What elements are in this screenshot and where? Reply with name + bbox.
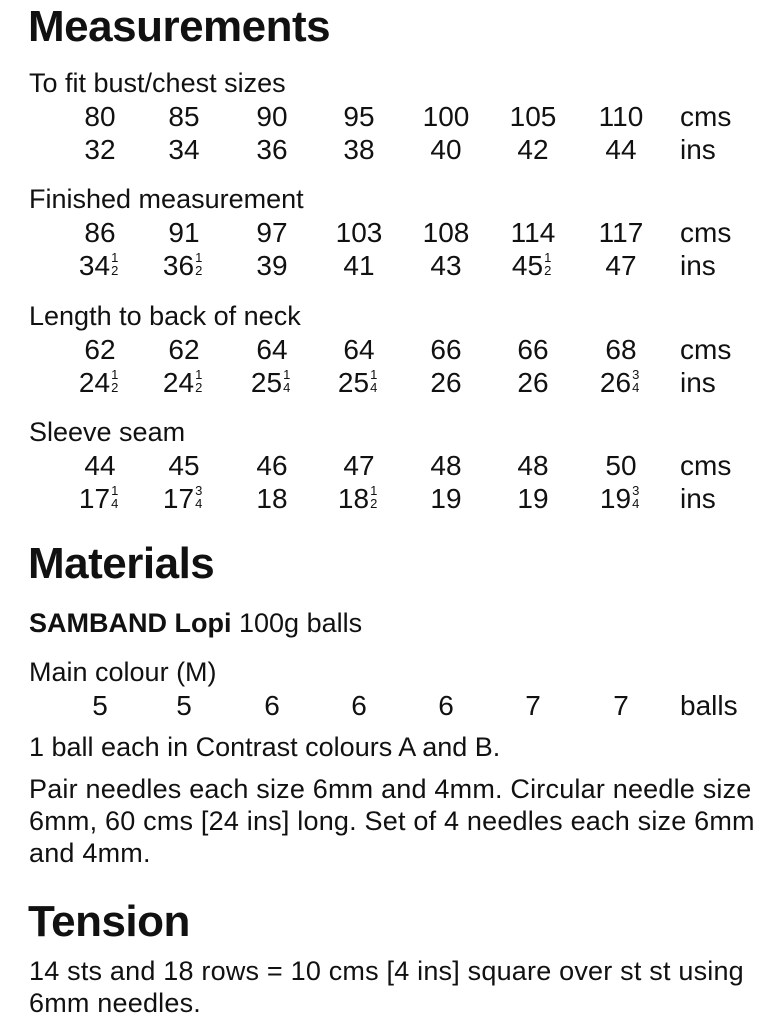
fraction-glyph: 1 2 (195, 367, 203, 395)
unit-label: cms (680, 450, 732, 481)
size-value: 47 (343, 450, 375, 481)
size-value: 39 (256, 250, 288, 281)
size-value: 108 (422, 217, 470, 248)
size-value: 7 (525, 690, 541, 721)
size-value: 34 (168, 134, 200, 165)
fraction-glyph: 1 2 (370, 483, 378, 511)
size-value: 110 (598, 101, 644, 132)
size-value: 48 (430, 450, 462, 481)
group-label: Finished measurement (29, 184, 304, 214)
main-colour-label: Main colour (M) (29, 657, 217, 687)
size-value: 5 (176, 690, 192, 721)
contrast-colours: 1 ball each in Contrast colours A and B. (29, 732, 501, 762)
materials-heading: Materials (28, 539, 215, 588)
size-value: 117 (598, 217, 644, 248)
size-value: 95 (343, 101, 375, 132)
group-label: To fit bust/chest sizes (29, 68, 286, 98)
unit-label: cms (680, 334, 732, 365)
size-value: 25 1 4 (314, 366, 404, 400)
size-value: 26 (517, 367, 549, 398)
tension-text: 14 sts and 18 rows = 10 cms [4 ins] square over st st using 6mm needles. (29, 956, 744, 1018)
fraction-glyph: 1 4 (111, 483, 119, 511)
size-row (0, 449, 769, 483)
measurements-heading: Measurements (28, 2, 331, 51)
size-value: 17 3 4 (139, 482, 229, 516)
size-value: 105 (509, 101, 557, 132)
size-value: 103 (335, 217, 383, 248)
size-value: 64 (343, 334, 375, 365)
size-value: 90 (256, 101, 288, 132)
size-value: 24 1 2 (55, 366, 145, 400)
size-value: 19 (517, 483, 549, 514)
size-value: 100 (422, 101, 470, 132)
yarn-description: 100g balls (239, 608, 363, 638)
unit-label: balls (680, 690, 738, 721)
size-value: 6 (438, 690, 454, 721)
size-value: 34 1 2 (55, 249, 145, 283)
size-row (0, 333, 769, 367)
size-value: 44 (605, 134, 637, 165)
size-value: 19 3 4 (576, 482, 666, 516)
fraction-glyph: 1 2 (544, 250, 552, 278)
size-value: 6 (351, 690, 367, 721)
group-label: Length to back of neck (29, 301, 301, 331)
fraction-glyph: 1 4 (283, 367, 291, 395)
size-value: 19 (430, 483, 462, 514)
size-value: 24 1 2 (139, 366, 229, 400)
size-row (0, 366, 769, 400)
size-value: 26 (430, 367, 462, 398)
size-value: 40 (430, 134, 462, 165)
size-row (0, 249, 769, 283)
fraction-glyph: 3 4 (632, 483, 640, 511)
size-value: 85 (168, 101, 200, 132)
unit-label: ins (680, 250, 716, 281)
size-value: 50 (605, 450, 637, 481)
size-value: 62 (84, 334, 116, 365)
size-value: 114 (510, 217, 556, 248)
fraction-glyph: 3 4 (195, 483, 203, 511)
size-value: 36 (256, 134, 288, 165)
size-row (0, 216, 769, 250)
size-value: 41 (343, 250, 375, 281)
fraction-glyph: 1 2 (195, 250, 203, 278)
size-value: 64 (256, 334, 288, 365)
fraction-glyph: 1 2 (111, 250, 119, 278)
size-value: 18 (256, 483, 288, 514)
size-value: 48 (517, 450, 549, 481)
size-value: 5 (92, 690, 108, 721)
size-value: 7 (613, 690, 629, 721)
size-value: 91 (168, 217, 200, 248)
tension-heading: Tension (28, 897, 190, 946)
yarn-line (29, 607, 362, 639)
size-value: 18 1 2 (314, 482, 404, 516)
size-value: 47 (605, 250, 637, 281)
size-value: 44 (84, 450, 116, 481)
size-value: 46 (256, 450, 288, 481)
size-value: 43 (430, 250, 462, 281)
unit-label: cms (680, 101, 732, 132)
size-value: 66 (517, 334, 549, 365)
size-value: 17 1 4 (55, 482, 145, 516)
size-value: 97 (256, 217, 288, 248)
group-label: Sleeve seam (29, 417, 186, 447)
size-row (0, 133, 769, 167)
size-value: 36 1 2 (139, 249, 229, 283)
size-value: 45 1 2 (488, 249, 578, 283)
needles-text: Pair needles each size 6mm and 4mm. Circular needle size 6mm, 60 cms [24 ins] long. Set of 4 needles each size 6mm and 4mm. (29, 774, 755, 868)
size-value: 32 (84, 134, 116, 165)
fraction-glyph: 1 2 (111, 367, 119, 395)
unit-label: ins (680, 483, 716, 514)
size-value: 80 (84, 101, 116, 132)
size-value: 66 (430, 334, 462, 365)
size-value: 45 (168, 450, 200, 481)
fraction-glyph: 3 4 (632, 367, 640, 395)
size-value: 62 (168, 334, 200, 365)
size-row (0, 482, 769, 516)
fraction-glyph: 1 4 (370, 367, 378, 395)
size-value: 26 3 4 (576, 366, 666, 400)
size-value: 68 (605, 334, 637, 365)
size-row (0, 100, 769, 134)
unit-label: ins (680, 367, 716, 398)
size-value: 6 (264, 690, 280, 721)
size-value: 38 (343, 134, 375, 165)
balls-row (0, 689, 769, 723)
size-value: 25 1 4 (227, 366, 317, 400)
size-value: 42 (517, 134, 549, 165)
unit-label: ins (680, 134, 716, 165)
yarn-brand: SAMBAND Lopi (29, 608, 232, 638)
unit-label: cms (680, 217, 732, 248)
size-value: 86 (84, 217, 116, 248)
